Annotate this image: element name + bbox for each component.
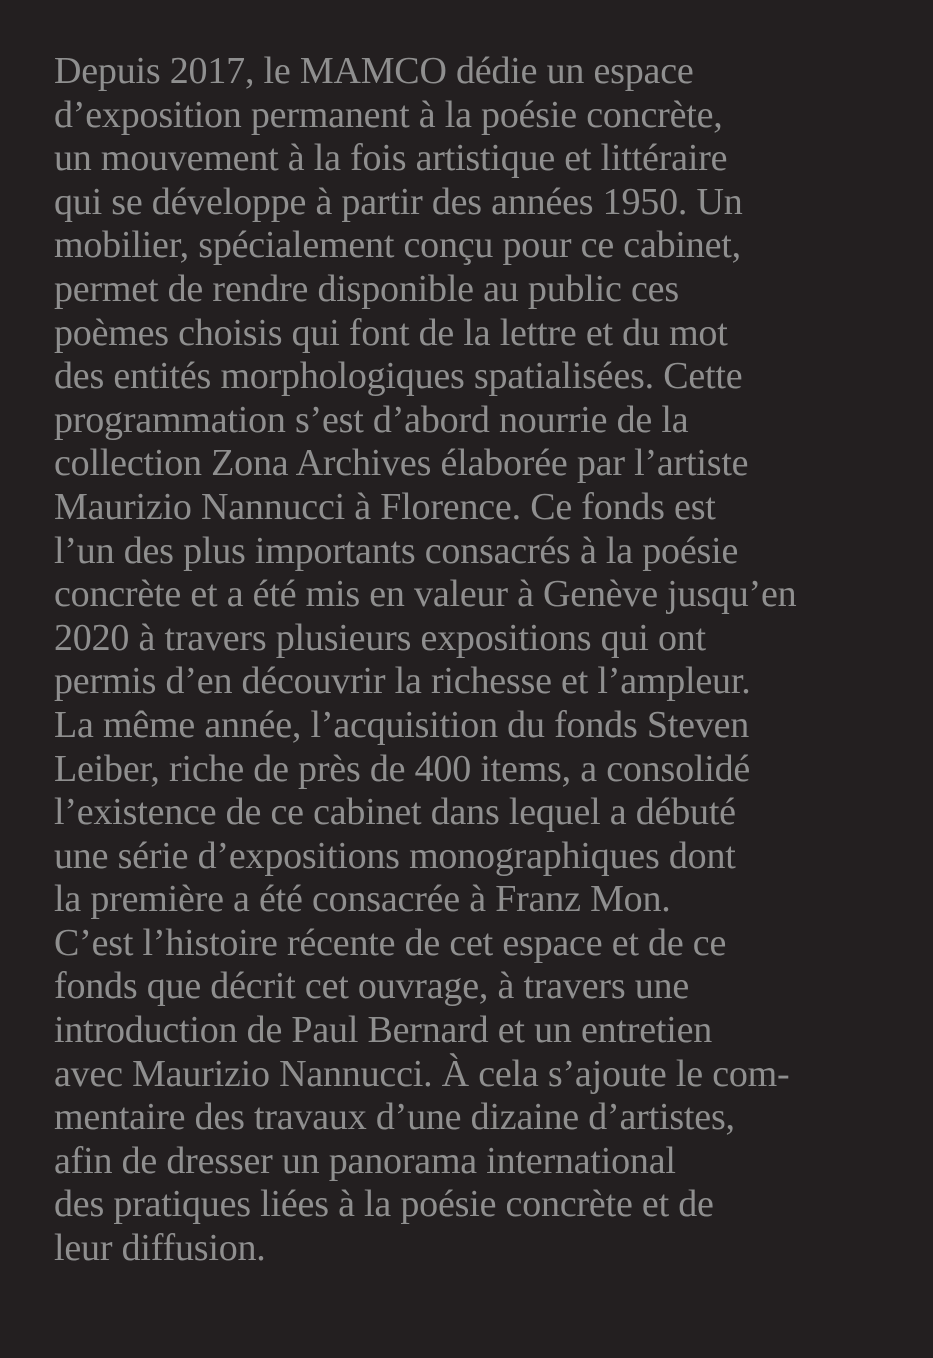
paragraph-line: permet de rendre disponible au public ces <box>54 267 679 310</box>
paragraph-line: C’est l’histoire récente de cet espace et de ce <box>54 921 727 964</box>
paragraph-line: 2020 à travers plusieurs expositions qui ont <box>54 616 706 659</box>
paragraph-line: poèmes choisis qui font de la lettre et du mot <box>54 311 728 354</box>
paragraph-line: l’existence de ce cabinet dans lequel a débuté <box>54 791 736 834</box>
paragraph-line: mentaire des travaux d’une dizaine d’artistes, <box>54 1096 735 1139</box>
paragraph-line: Maurizio Nannucci à Florence. Ce fonds est <box>54 485 716 528</box>
paragraph-line: une série d’expositions monographiques dont <box>54 834 736 877</box>
paragraph-line: afin de dresser un panorama international <box>54 1139 676 1182</box>
paragraph-line: des pratiques liées à la poésie concrète et de <box>54 1183 714 1226</box>
paragraph-line: collection Zona Archives élaborée par l’artiste <box>54 442 749 485</box>
paragraph-line: fonds que décrit cet ouvrage, à travers une <box>54 965 690 1008</box>
paragraph-line: introduction de Paul Bernard et un entretien <box>54 1009 713 1052</box>
paragraph-line: La même année, l’acquisition du fonds Steven <box>54 703 750 746</box>
paragraph-line: un mouvement à la fois artistique et littéraire <box>54 137 728 180</box>
description-paragraph <box>54 50 914 1271</box>
paragraph-line: qui se développe à partir des années 1950. Un <box>54 180 743 223</box>
paragraph-line: d’exposition permanent à la poésie concrète, <box>54 93 723 136</box>
paragraph-line: Depuis 2017, le MAMCO dédie un espace <box>54 50 694 92</box>
paragraph-line: programmation s’est d’abord nourrie de la <box>54 398 689 441</box>
paragraph-line: avec Maurizio Nannucci. À cela s’ajoute le com- <box>54 1052 790 1095</box>
paragraph-line: concrète et a été mis en valeur à Genève jusqu’en <box>54 573 797 616</box>
paragraph-line: mobilier, spécialement conçu pour ce cabinet, <box>54 224 741 267</box>
paragraph-line: leur diffusion. <box>54 1227 266 1270</box>
paragraph-line: la première a été consacrée à Franz Mon. <box>54 878 671 921</box>
paragraph-line: des entités morphologiques spatialisées. Cette <box>54 355 743 398</box>
paragraph-line: Leiber, riche de près de 400 items, a consolidé <box>54 747 751 790</box>
paragraph-line: l’un des plus importants consacrés à la poésie <box>54 529 739 572</box>
paragraph-line: permis d’en découvrir la richesse et l’ampleur. <box>54 660 751 703</box>
